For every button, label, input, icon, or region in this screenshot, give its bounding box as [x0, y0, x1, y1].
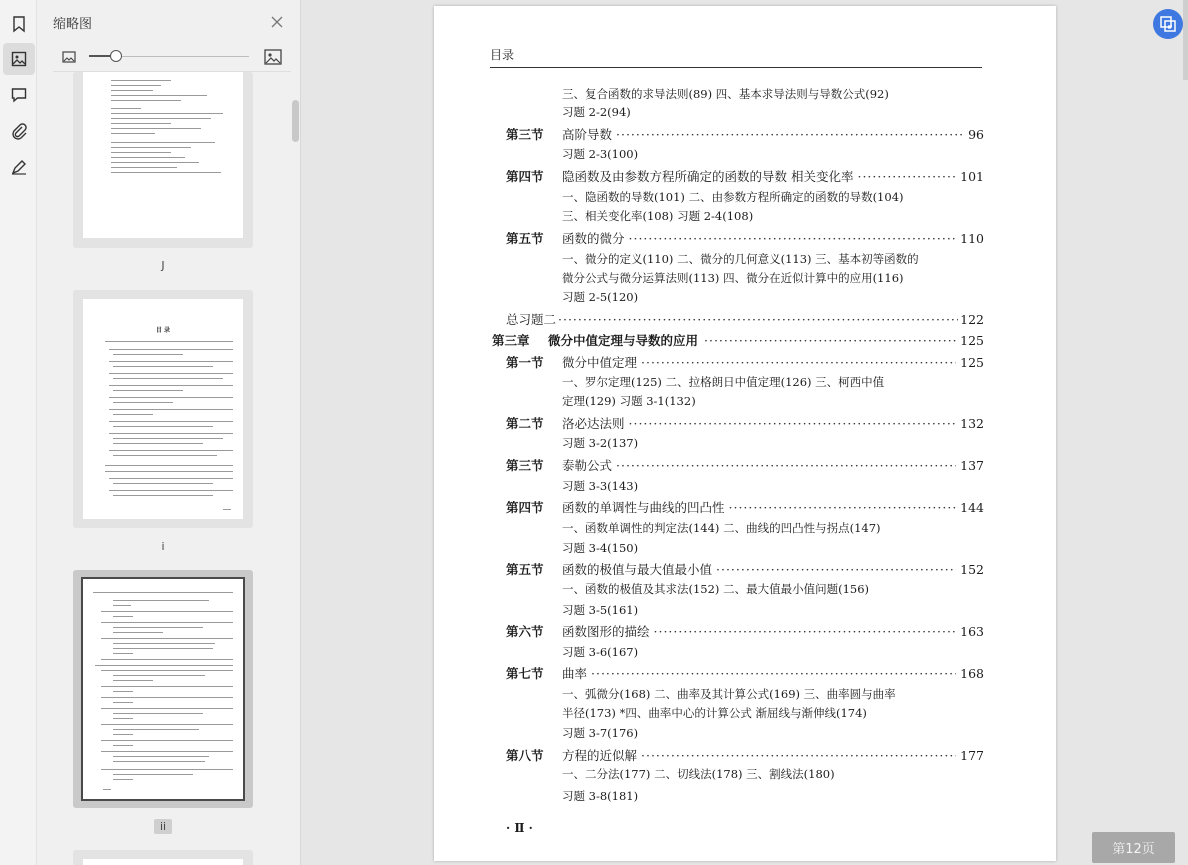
document-viewer[interactable] [302, 0, 1188, 865]
toc-summary [506, 310, 984, 328]
toc-page: 110 [960, 231, 984, 246]
toc-section [506, 746, 984, 764]
toc-section-label: 第四节 [506, 169, 544, 184]
floating-tool-button[interactable] [1153, 9, 1183, 39]
toc-page: 125 [960, 355, 984, 370]
toc-subentry: 三、相关变化率(108) 习题 2-4(108) [562, 209, 754, 223]
toc-subentry: 一、函数单调性的判定法(144) 二、曲线的凹凸性与拐点(147) [562, 521, 881, 535]
toc-section-title: 函数的单调性与曲线的凹凸性 [562, 500, 725, 515]
toc-section-title: 函数的极值与最大值最小值 [562, 562, 713, 577]
thumbnail-page-label: ii [73, 820, 253, 833]
thumbnail-heading: 目 录 [155, 327, 171, 334]
thumbnail-preview [83, 579, 243, 799]
left-toolbar [0, 0, 37, 865]
thumbnail-page-1[interactable] [73, 72, 253, 248]
toc-section-title: 方程的近似解 [562, 748, 638, 763]
thumbnail-page-4[interactable] [73, 850, 253, 865]
toc-subentry: 习题 3-7(176) [562, 726, 639, 740]
toc-section [506, 498, 984, 516]
toc-subentry: 习题 3-5(161) [562, 603, 639, 617]
toc-section [506, 167, 984, 185]
thumbnail-icon [10, 50, 28, 68]
toc-leader [716, 562, 956, 577]
toc-subentry: 一、微分的定义(110) 二、微分的几何意义(113) 三、基本初等函数的 [562, 252, 919, 266]
thumbnail-zoom-control [53, 44, 291, 72]
toc-section-label: 第四节 [506, 500, 544, 515]
thumbnail-preview [83, 859, 243, 865]
toc-page: 168 [960, 666, 984, 681]
toc-leader [857, 169, 956, 184]
toc-leader [591, 666, 956, 681]
toc-subentry: 习题 2-5(120) [562, 290, 639, 304]
toc-section-title: 函数的微分 [562, 231, 625, 246]
panel-scrollbar[interactable] [292, 100, 299, 142]
page-indicator: 第12页 [1092, 832, 1175, 863]
bookmark-button[interactable] [3, 8, 35, 40]
toc-section-label: 第八节 [506, 748, 544, 763]
panel-title: 缩略图 [53, 17, 93, 32]
small-image-icon[interactable] [61, 49, 77, 65]
thumbnail-page-3[interactable] [73, 570, 253, 808]
toc-subentry: 一、二分法(177) 二、切线法(178) 三、割线法(180) [562, 767, 835, 781]
toc-section-title: 微分中值定理 [562, 355, 638, 370]
thumbnail-panel [37, 0, 301, 865]
toc-leader [616, 458, 956, 473]
toc-leader [729, 500, 957, 515]
thumbnail-button[interactable] [3, 43, 35, 75]
toc-chapter [492, 331, 984, 349]
toc-subentry: 半径(173) *四、曲率中心的计算公式 渐屈线与渐伸线(174) [562, 706, 867, 720]
toc-summary-title: 总习题二 [506, 312, 557, 327]
sign-button[interactable] [3, 151, 35, 183]
document-page [434, 6, 1056, 861]
toc-subentry: 习题 3-3(143) [562, 479, 639, 493]
toc-section [506, 456, 984, 474]
toc-chapter-title: 微分中值定理与导数的应用 [548, 333, 699, 348]
thumbnail-preview [83, 299, 243, 519]
toc-subentry: 习题 3-4(150) [562, 541, 639, 555]
toc-leader [641, 748, 956, 763]
toc-section [506, 664, 984, 682]
toc-page: 101 [960, 169, 984, 184]
toc-page: 132 [960, 416, 984, 431]
zoom-slider[interactable] [89, 56, 249, 57]
toc-section [506, 622, 984, 640]
comment-button[interactable] [3, 79, 35, 111]
zoom-slider-handle[interactable] [110, 50, 122, 62]
thumbnail-page-label: i [161, 540, 165, 553]
toc-section-title: 洛必达法则 [562, 416, 625, 431]
toc-section-label: 第五节 [506, 562, 544, 577]
toc-page: 152 [960, 562, 984, 577]
sign-icon [10, 158, 28, 176]
toc-subentry: 一、隐函数的导数(101) 二、由参数方程所确定的函数的导数(104) [562, 190, 904, 204]
toc-section [506, 229, 984, 247]
toc-leader [641, 355, 956, 370]
toc-subentry: 一、弧微分(168) 二、曲率及其计算公式(169) 三、曲率圆与曲率 [562, 687, 896, 701]
toc-section-title: 泰勒公式 [562, 458, 613, 473]
page-header: 目录 [490, 48, 515, 62]
toc-section [506, 414, 984, 432]
toc-section-title: 隐函数及由参数方程所确定的函数的导数 相关变化率 [562, 169, 854, 184]
large-image-icon[interactable] [263, 47, 283, 67]
toc-subentry: 一、函数的极值及其求法(152) 二、最大值最小值问题(156) [562, 582, 869, 596]
toc-section-label: 第七节 [506, 666, 544, 681]
toc-section-label: 第五节 [506, 231, 544, 246]
toc-leader [654, 624, 957, 639]
toc-page: 144 [960, 500, 984, 515]
toc-section [506, 560, 984, 578]
comment-icon [10, 86, 28, 104]
toc-page: 163 [960, 624, 984, 639]
attachment-icon [10, 122, 28, 140]
toc-subentry: 习题 3-8(181) [562, 789, 639, 803]
toc-leader [558, 312, 958, 327]
toc-section-title: 高阶导数 [562, 127, 613, 142]
thumbnail-preview [83, 72, 243, 238]
bookmark-icon [10, 15, 28, 33]
header-rule [490, 67, 982, 68]
toc-page: 177 [960, 748, 984, 763]
close-icon[interactable] [269, 14, 285, 30]
toc-leader [704, 333, 958, 348]
toc-section [506, 125, 984, 143]
toc-subentry: 习题 2-2(94) [562, 105, 631, 119]
toc-leader [629, 416, 957, 431]
floating-tool-icon [1159, 15, 1177, 33]
toc-section-title: 曲率 [562, 666, 588, 681]
toc-subentry: 习题 3-6(167) [562, 645, 639, 659]
toc-page: 122 [960, 312, 984, 327]
toc-page: 125 [960, 333, 984, 348]
viewer-scrollbar[interactable] [1183, 0, 1188, 80]
toc-section-label: 第三节 [506, 127, 544, 142]
toc-chapter-label: 第三章 [492, 333, 530, 348]
toc-section-label: 第六节 [506, 624, 544, 639]
toc-page: 96 [968, 127, 984, 142]
toc-leader [616, 127, 964, 142]
page-number: · Ⅱ · [506, 821, 533, 835]
thumbnail-page-label: J [161, 259, 165, 272]
toc-subentry: 定理(129) 习题 3-1(132) [562, 394, 696, 408]
attachment-button[interactable] [3, 115, 35, 147]
toc-subentry: 习题 2-3(100) [562, 147, 639, 161]
toc-section-title: 函数图形的描绘 [562, 624, 650, 639]
toc-leader [629, 231, 957, 246]
toc-section-label: 第一节 [506, 355, 544, 370]
toc-section-label: 第二节 [506, 416, 544, 431]
toc-subentry: 习题 3-2(137) [562, 436, 639, 450]
toc-page: 137 [960, 458, 984, 473]
toc-section [506, 353, 984, 371]
toc-section-label: 第三节 [506, 458, 544, 473]
toc-subentry: 一、罗尔定理(125) 二、拉格朗日中值定理(126) 三、柯西中值 [562, 375, 885, 389]
thumbnail-page-2[interactable] [73, 290, 253, 528]
toc-subentry: 微分公式与微分运算法则(113) 四、微分在近似计算中的应用(116) [562, 271, 904, 285]
toc-subentry: 三、复合函数的求导法则(89) 四、基本求导法则与导数公式(92) [562, 87, 889, 101]
